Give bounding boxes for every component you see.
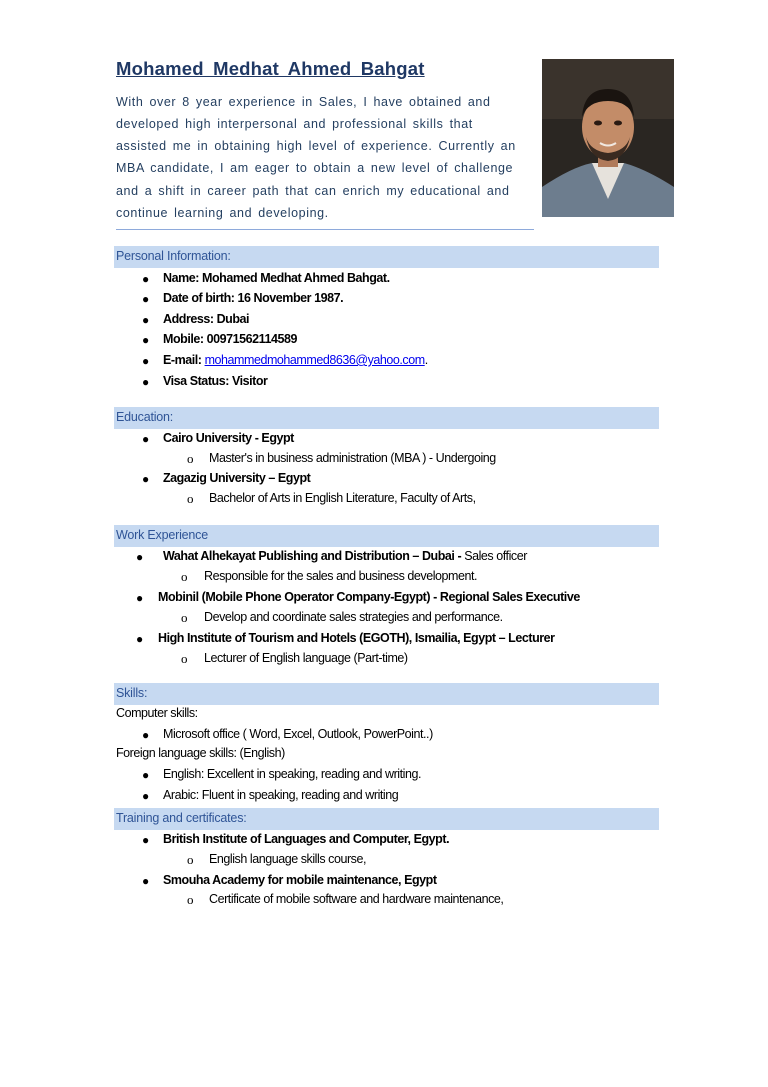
- bullet-icon: ●: [142, 768, 150, 782]
- bullet-icon: ●: [136, 632, 144, 646]
- bullet-icon: ●: [142, 354, 150, 368]
- work-item-title: [163, 549, 527, 563]
- personal-name: Name: Mohamed Medhat Ahmed Bahgat.: [163, 271, 390, 285]
- summary-line: assisted me in obtaining high level of experience. Currently an: [116, 139, 516, 153]
- personal-email-row: [163, 353, 428, 367]
- section-band-work: [114, 525, 659, 547]
- section-band-education: [114, 407, 659, 429]
- work-item-title: High Institute of Tourism and Hotels (EGOTH), Ismailia, Egypt – Lecturer: [158, 631, 555, 645]
- header-divider: [116, 229, 534, 230]
- portrait-icon: [542, 59, 674, 217]
- education-detail: Master's in business administration (MBA ) - Undergoing: [209, 451, 496, 465]
- bullet-icon: ●: [142, 292, 150, 306]
- computer-skill-item: Microsoft office ( Word, Excel, Outlook, PowerPoint..): [163, 727, 433, 741]
- bullet-icon: ●: [142, 472, 150, 486]
- section-band-personal: [114, 246, 659, 268]
- work-detail: Lecturer of English language (Part-time): [204, 651, 408, 665]
- language-skill-item: English: Excellent in speaking, reading and writing.: [163, 767, 422, 781]
- summary-line: developed high interpersonal and professional skills that: [116, 117, 473, 131]
- work-detail: Develop and coordinate sales strategies and performance.: [204, 610, 503, 624]
- sub-bullet-icon: o: [187, 451, 194, 466]
- training-title: British Institute of Languages and Computer, Egypt.: [163, 832, 450, 846]
- training-detail: English language skills course,: [209, 852, 366, 866]
- bullet-icon: ●: [136, 550, 144, 564]
- bullet-icon: ●: [142, 313, 150, 327]
- work-item-title: Mobinil (Mobile Phone Operator Company-Egypt) - Regional Sales Executive: [158, 590, 580, 604]
- email-suffix: .: [424, 353, 428, 367]
- bullet-icon: ●: [142, 728, 150, 742]
- bullet-icon: ●: [136, 591, 144, 605]
- work-detail: Responsible for the sales and business development.: [204, 569, 478, 583]
- training-detail: Certificate of mobile software and hardware maintenance,: [209, 892, 504, 906]
- profile-photo: [542, 59, 674, 217]
- sub-bullet-icon: o: [187, 852, 194, 867]
- sub-bullet-icon: o: [181, 569, 188, 584]
- personal-visa: Visa Status: Visitor: [163, 374, 268, 388]
- section-band-training: [114, 808, 659, 830]
- bullet-icon: ●: [142, 833, 150, 847]
- personal-address: Address: Dubai: [163, 312, 250, 326]
- section-heading: Skills:: [116, 686, 148, 700]
- bullet-icon: ●: [142, 789, 150, 803]
- language-skills-label: Foreign language skills: (English): [116, 746, 285, 760]
- education-detail: Bachelor of Arts in English Literature, Faculty of Arts,: [209, 491, 476, 505]
- section-heading: Personal Information:: [116, 249, 231, 263]
- education-school: Zagazig University – Egypt: [163, 471, 311, 485]
- section-heading: Work Experience: [116, 528, 208, 542]
- sub-bullet-icon: o: [181, 610, 188, 625]
- email-link[interactable]: mohammedmohammed8636@yahoo.com: [204, 353, 425, 367]
- personal-mobile: Mobile: 00971562114589: [163, 332, 297, 346]
- section-band-skills: [114, 683, 659, 705]
- email-label: E-mail:: [163, 353, 205, 367]
- summary-line: continue learning and developing.: [116, 206, 329, 220]
- training-title: Smouha Academy for mobile maintenance, Egypt: [163, 873, 437, 887]
- computer-skills-label: Computer skills:: [116, 706, 198, 720]
- work-role: Sales officer: [464, 549, 527, 563]
- bullet-icon: ●: [142, 272, 150, 286]
- bullet-icon: ●: [142, 874, 150, 888]
- personal-dob: Date of birth: 16 November 1987.: [163, 291, 344, 305]
- summary-line: With over 8 year experience in Sales, I have obtained and: [116, 95, 491, 109]
- summary-line: MBA candidate, I am eager to obtain a new level of challenge: [116, 161, 514, 175]
- education-school: Cairo University - Egypt: [163, 431, 294, 445]
- summary-line: and a shift in career path that can enrich my educational and: [116, 184, 510, 198]
- work-employer: Wahat Alhekayat Publishing and Distribution – Dubai -: [163, 549, 465, 563]
- section-heading: Education:: [116, 410, 174, 424]
- sub-bullet-icon: o: [187, 892, 194, 907]
- language-skill-item: Arabic: Fluent in speaking, reading and writing: [163, 788, 399, 802]
- sub-bullet-icon: o: [181, 651, 188, 666]
- bullet-icon: ●: [142, 432, 150, 446]
- bullet-icon: ●: [142, 375, 150, 389]
- resume-name: Mohamed Medhat Ahmed Bahgat: [116, 58, 425, 79]
- section-heading: Training and certificates:: [116, 811, 247, 825]
- bullet-icon: ●: [142, 333, 150, 347]
- sub-bullet-icon: o: [187, 491, 194, 506]
